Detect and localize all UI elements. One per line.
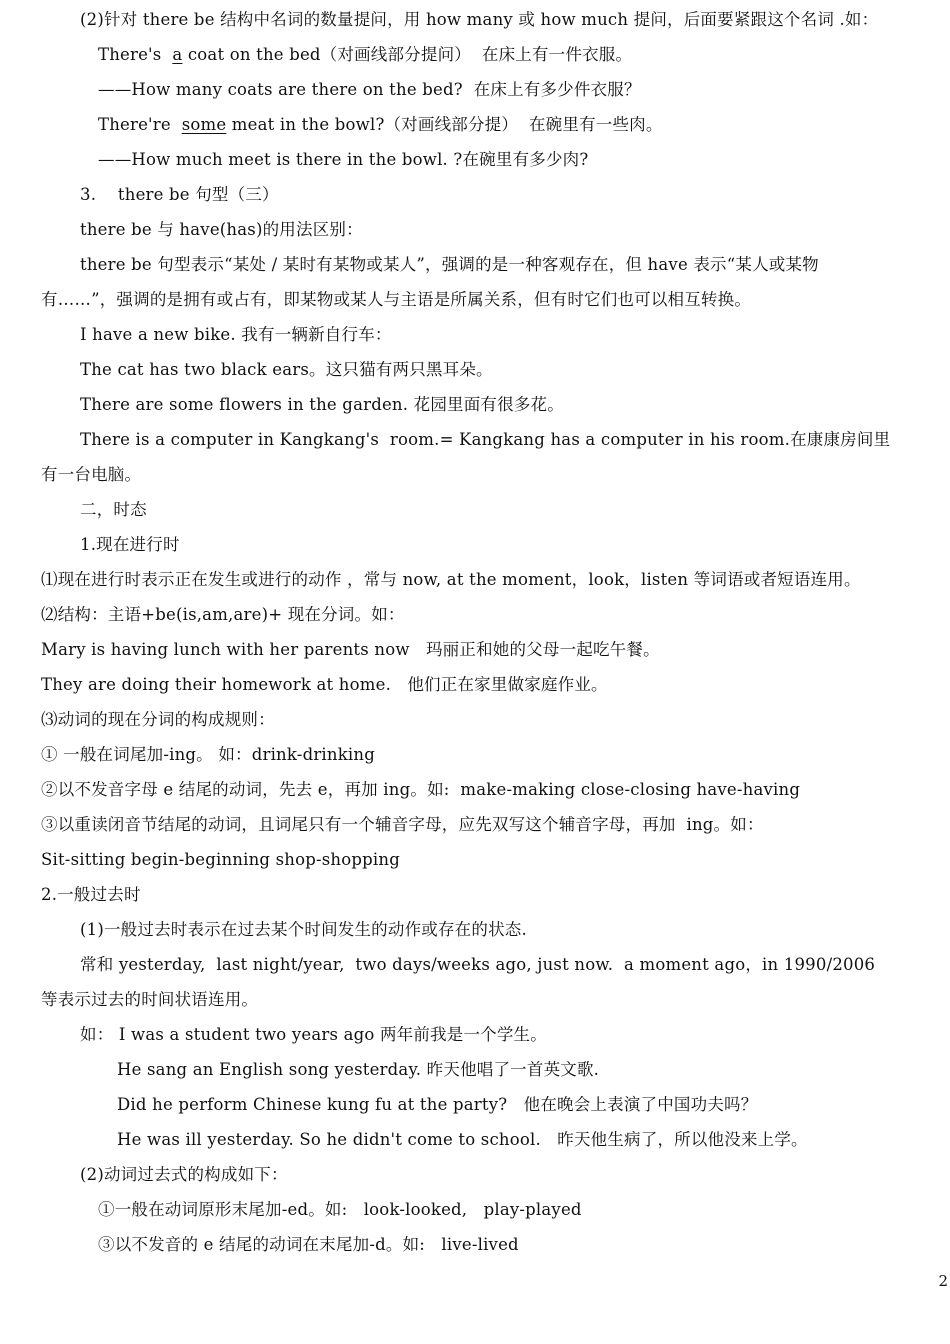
text-run: He sang an English song yesterday. 昨天他唱了一首英文歌. [117, 1060, 600, 1079]
text-run: 如： I was a student two years ago 两年前我是一个学生。 [80, 1025, 547, 1044]
text-run: ⑴现在进行时表示正在发生或进行的动作 ，常与 now, at the moment，look，listen 等词语或者短语连用。 [41, 570, 861, 589]
text-line-2 [98, 44, 632, 66]
text-run: ⑵结构：主语+be(is,am,are)+ 现在分词。如： [41, 605, 405, 624]
text-line-31 [117, 1059, 599, 1081]
text-line-8 [80, 254, 819, 276]
text-run: Did he perform Chinese kung fu at the party? 他在晚会上表演了中国功夫吗？ [117, 1095, 758, 1114]
text-run: The cat has two black ears。这只猫有两只黑耳朵。 [80, 360, 493, 379]
text-line-9 [41, 289, 751, 311]
text-run: (2)针对 there be 结构中名词的数量提问，用 how many 或 how much 提问，后面要紧跟这个名词 .如： [80, 10, 879, 29]
text-run: 有一台电脑。 [41, 465, 142, 484]
text-line-28 [80, 954, 875, 976]
text-run: ③以不发音的 e 结尾的动词在末尾加-d。如: live-lived [98, 1235, 519, 1254]
text-run: 有……”，强调的是拥有或占有，即某物或某人与主语是所属关系，但有时它们也可以相互转换。 [41, 290, 752, 309]
text-run: coat on the bed（对画线部分提问） 在床上有一件衣服。 [182, 45, 633, 64]
text-run: ⑶动词的现在分词的构成规则： [41, 710, 275, 729]
text-line-11 [80, 359, 493, 381]
text-run: meat in the bowl?（对画线部分提） 在碗里有一些肉。 [226, 115, 663, 134]
text-run: ③以重读闭音节结尾的动词，且词尾只有一个辅音字母，应先双写这个辅音字母，再加 ing。如： [41, 815, 764, 834]
text-run: (1)一般过去时表示在过去某个时间发生的动作或存在的状态. [80, 920, 527, 939]
section-heading [80, 499, 147, 521]
subsection-heading [80, 534, 180, 556]
text-line-34 [80, 1164, 288, 1186]
text-run: He was ill yesterday. So he didn't come to school. 昨天他生病了，所以他没来上学。 [117, 1130, 808, 1149]
text-line-24 [41, 814, 764, 836]
text-line-18 [41, 604, 405, 626]
text-run: Mary is having lunch with her parents now 玛丽正和她的父母一起吃午餐。 [41, 640, 660, 659]
text-run: ①一般在动词原形末尾加-ed。如: look-looked, play-played [98, 1200, 582, 1219]
text-line-14 [41, 464, 141, 486]
text-line-27 [80, 919, 527, 941]
text-run: 二，时态 [80, 500, 147, 519]
text-line-13 [80, 429, 890, 451]
text-line-4 [98, 114, 663, 136]
text-run: 常和 yesterday, last night/year, two days/weeks ago, just now. a moment ago，in 1990/2006 [80, 955, 876, 974]
text-line-35 [98, 1199, 582, 1221]
text-run: There are some flowers in the garden. 花园里面有很多花。 [80, 395, 564, 414]
text-run: I have a new bike. 我有一辆新自行车： [80, 325, 392, 344]
text-run: there be 句型表示“某处 / 某时有某物或某人”，强调的是一种客观存在，但 have 表示“某人或某物 [80, 255, 819, 274]
text-run: ① 一般在词尾加-ing。 如：drink-drinking [41, 745, 375, 764]
text-line-25 [41, 849, 400, 871]
text-line-23 [41, 779, 800, 801]
text-line-30 [80, 1024, 547, 1046]
text-line-10 [80, 324, 392, 346]
text-line-7 [80, 219, 363, 241]
text-line-36 [98, 1234, 519, 1256]
text-run: 2.一般过去时 [41, 885, 141, 904]
page-number: 2 [938, 1272, 948, 1290]
subsection-heading [41, 884, 141, 906]
text-run: ——How many coats are there on the bed? 在床上有多少件衣服？ [98, 80, 641, 99]
text-line-12 [80, 394, 564, 416]
text-line-1 [80, 9, 878, 31]
text-run: there be 与 have(has)的用法区别： [80, 220, 363, 239]
text-line-21 [41, 709, 275, 731]
text-run: There is a computer in Kangkang's room.= Kangkang has a computer in his room.在康康房间里 [80, 430, 891, 449]
text-line-19 [41, 639, 660, 661]
text-run: 等表示过去的时间状语连用。 [41, 990, 259, 1009]
text-line-6 [80, 184, 279, 206]
text-line-22 [41, 744, 375, 766]
text-run: (2)动词过去式的构成如下： [80, 1165, 288, 1184]
text-line-20 [41, 674, 608, 696]
text-run: ②以不发音字母 e 结尾的动词，先去 e，再加 ing。如: make-making close-closing have-having [41, 780, 801, 799]
text-run: ——How much meet is there in the bowl. ?在碗里有多少肉? [98, 150, 589, 169]
text-line-29 [41, 989, 258, 1011]
text-line-32 [117, 1094, 757, 1116]
underlined-word: some [181, 115, 227, 134]
underlined-word: a [172, 45, 183, 64]
text-run: 1.现在进行时 [80, 535, 180, 554]
text-line-3 [98, 79, 641, 101]
text-line-33 [117, 1129, 808, 1151]
text-line-17 [41, 569, 861, 591]
text-run: There's [98, 45, 173, 64]
text-run: 3. there be 句型（三） [80, 185, 279, 204]
text-run: Sit-sitting begin-beginning shop-shopping [41, 850, 400, 869]
text-line-5 [98, 149, 588, 171]
text-run: They are doing their homework at home. 他们正在家里做家庭作业。 [41, 675, 608, 694]
text-run: There're [98, 115, 182, 134]
